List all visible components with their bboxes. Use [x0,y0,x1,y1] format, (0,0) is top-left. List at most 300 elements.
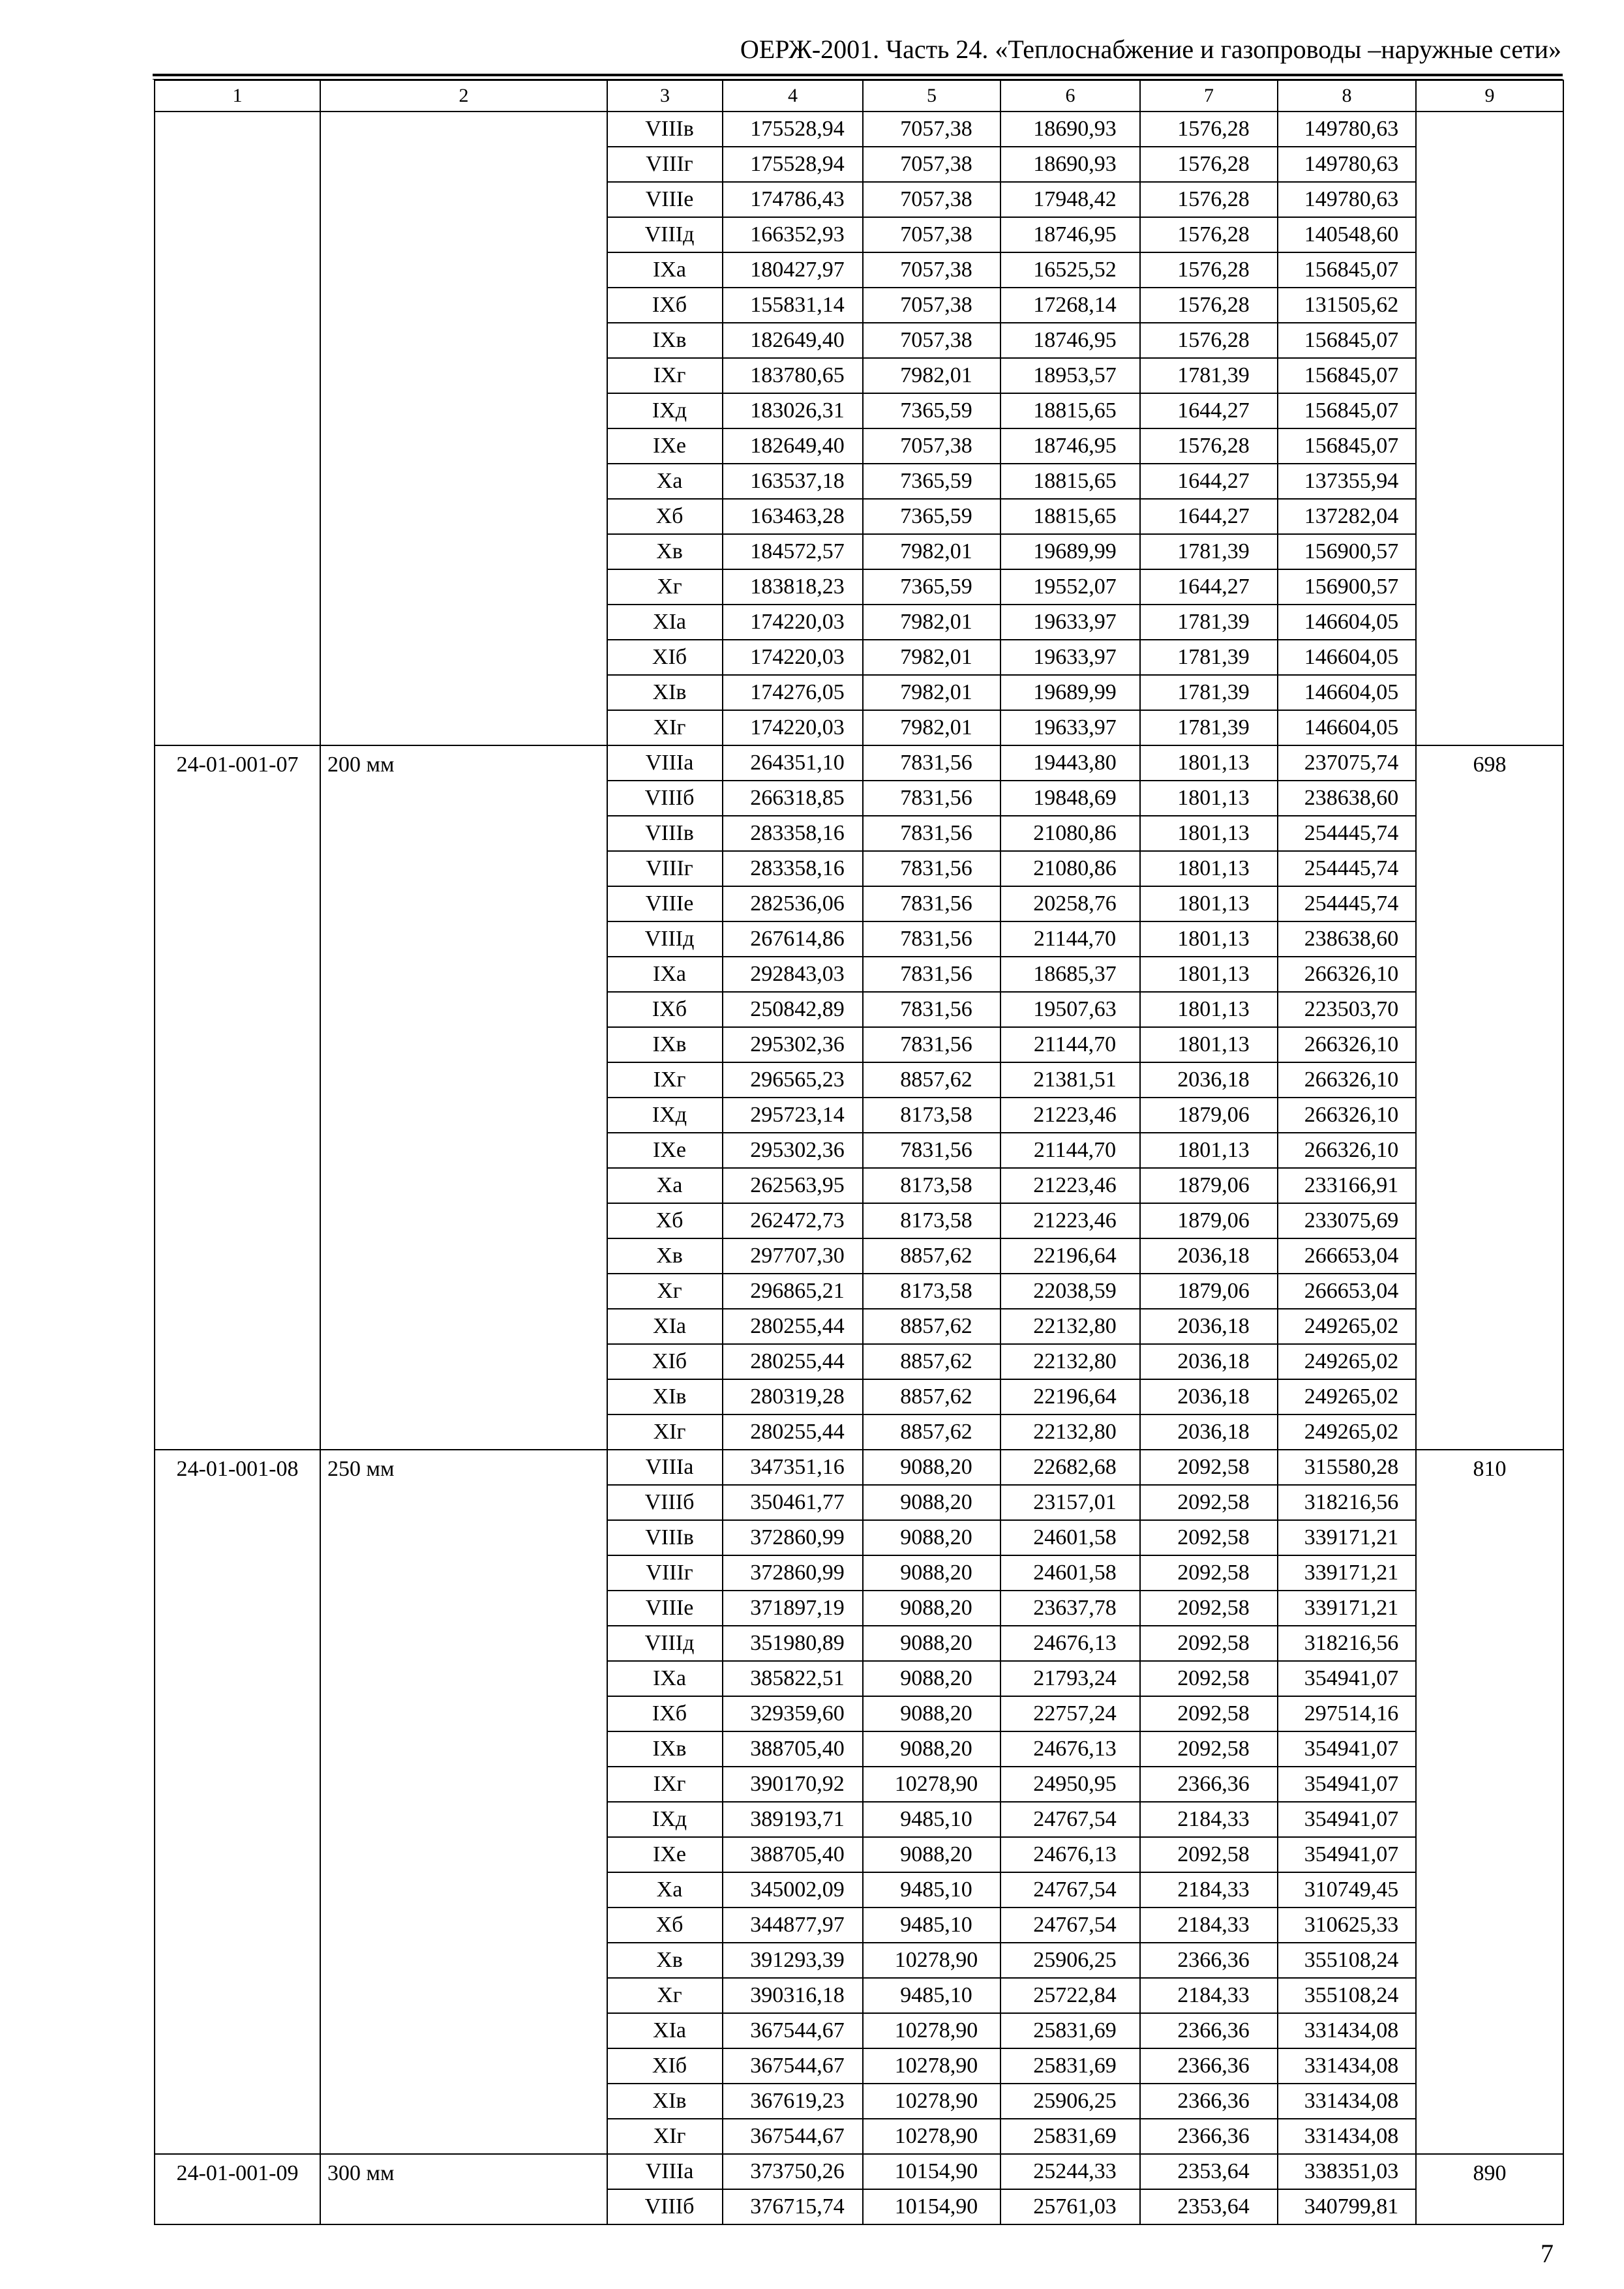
machinist-wages-cell: 1801,13 [1140,1027,1278,1062]
wages-cell: 10278,90 [863,2048,1000,2084]
column-number-row [155,80,1563,112]
rate-code-cell: 24-01-001-09 [155,2154,320,2224]
zone-cell: VIIIв [607,112,723,147]
materials-cell: 254445,74 [1278,886,1416,921]
materials-cell: 223503,70 [1278,992,1416,1027]
labor-rate-cell: 698 [1416,745,1563,1450]
machines-cell: 25761,03 [1000,2189,1140,2224]
wages-cell: 7365,59 [863,569,1000,605]
zone-cell: XIа [607,2013,723,2048]
pipe-size-cell: 300 мм [320,2154,607,2224]
wages-cell: 7057,38 [863,182,1000,217]
machines-cell: 17268,14 [1000,288,1140,323]
machinist-wages-cell: 2036,18 [1140,1309,1278,1344]
machines-cell: 18746,95 [1000,217,1140,252]
zone-cell: IXг [607,358,723,393]
machines-cell: 16525,52 [1000,252,1140,288]
machinist-wages-cell: 2184,33 [1140,1802,1278,1837]
machinist-wages-cell: 1801,13 [1140,745,1278,781]
wages-cell: 7982,01 [863,605,1000,640]
wages-cell: 9485,10 [863,1802,1000,1837]
total-cost-cell: 262472,73 [723,1203,863,1238]
total-cost-cell: 372860,99 [723,1555,863,1591]
machines-cell: 24950,95 [1000,1767,1140,1802]
wages-cell: 7365,59 [863,464,1000,499]
machines-cell: 21223,46 [1000,1098,1140,1133]
zone-cell: VIIIб [607,2189,723,2224]
machines-cell: 18690,93 [1000,112,1140,147]
machinist-wages-cell: 2366,36 [1140,1767,1278,1802]
total-cost-cell: 385822,51 [723,1661,863,1696]
machines-cell: 25244,33 [1000,2154,1140,2189]
materials-cell: 266326,10 [1278,1027,1416,1062]
zone-cell: VIIIг [607,147,723,182]
machines-cell: 25906,25 [1000,2084,1140,2119]
rate-code-cell [155,112,320,745]
wages-cell: 10278,90 [863,1943,1000,1978]
machinist-wages-cell: 2366,36 [1140,2119,1278,2154]
materials-cell: 266326,10 [1278,1133,1416,1168]
total-cost-cell: 266318,85 [723,781,863,816]
labor-rate-cell [1416,112,1563,745]
total-cost-cell: 390316,18 [723,1978,863,2013]
zone-cell: VIIIб [607,1485,723,1520]
wages-cell: 9485,10 [863,1872,1000,1908]
wages-cell: 8857,62 [863,1238,1000,1274]
wages-cell: 7831,56 [863,992,1000,1027]
materials-cell: 156845,07 [1278,393,1416,428]
machines-cell: 24676,13 [1000,1731,1140,1767]
machines-cell: 24601,58 [1000,1555,1140,1591]
machines-cell: 18953,57 [1000,358,1140,393]
wages-cell: 7365,59 [863,393,1000,428]
wages-cell: 7057,38 [863,217,1000,252]
zone-cell: IXб [607,1696,723,1731]
materials-cell: 238638,60 [1278,781,1416,816]
wages-cell: 7057,38 [863,252,1000,288]
column-number: 2 [320,80,607,112]
total-cost-cell: 264351,10 [723,745,863,781]
machinist-wages-cell: 1801,13 [1140,957,1278,992]
machinist-wages-cell: 2184,33 [1140,1908,1278,1943]
materials-cell: 249265,02 [1278,1309,1416,1344]
zone-cell: VIIIа [607,2154,723,2189]
machines-cell: 21144,70 [1000,1027,1140,1062]
page-number: 7 [1541,2239,1554,2268]
total-cost-cell: 174786,43 [723,182,863,217]
total-cost-cell: 367619,23 [723,2084,863,2119]
machines-cell: 22132,80 [1000,1309,1140,1344]
zone-cell: Xв [607,1943,723,1978]
materials-cell: 137282,04 [1278,499,1416,534]
total-cost-cell: 280255,44 [723,1414,863,1450]
wages-cell: 7982,01 [863,710,1000,745]
materials-cell: 338351,03 [1278,2154,1416,2189]
wages-cell: 9088,20 [863,1450,1000,1485]
materials-cell: 156900,57 [1278,534,1416,569]
total-cost-cell: 388705,40 [723,1731,863,1767]
machines-cell: 22682,68 [1000,1450,1140,1485]
machines-cell: 22196,64 [1000,1238,1140,1274]
wages-cell: 7057,38 [863,428,1000,464]
machinist-wages-cell: 1576,28 [1140,428,1278,464]
machinist-wages-cell: 1879,06 [1140,1098,1278,1133]
wages-cell: 9088,20 [863,1555,1000,1591]
zone-cell: IXд [607,1098,723,1133]
wages-cell: 7831,56 [863,1027,1000,1062]
materials-cell: 149780,63 [1278,112,1416,147]
materials-cell: 156845,07 [1278,252,1416,288]
materials-cell: 254445,74 [1278,816,1416,851]
machines-cell: 19689,99 [1000,534,1140,569]
machines-cell: 24676,13 [1000,1626,1140,1661]
wages-cell: 9088,20 [863,1696,1000,1731]
total-cost-cell: 389193,71 [723,1802,863,1837]
machinist-wages-cell: 2092,58 [1140,1661,1278,1696]
machines-cell: 24601,58 [1000,1520,1140,1555]
materials-cell: 266326,10 [1278,1062,1416,1098]
column-number: 1 [155,80,320,112]
total-cost-cell: 295302,36 [723,1133,863,1168]
machinist-wages-cell: 1879,06 [1140,1274,1278,1309]
column-number: 4 [723,80,863,112]
machinist-wages-cell: 2092,58 [1140,1837,1278,1872]
machinist-wages-cell: 2366,36 [1140,2048,1278,2084]
zone-cell: VIIIд [607,217,723,252]
wages-cell: 7982,01 [863,640,1000,675]
materials-cell: 318216,56 [1278,1485,1416,1520]
materials-cell: 254445,74 [1278,851,1416,886]
machines-cell: 25831,69 [1000,2013,1140,2048]
zone-cell: Xа [607,464,723,499]
wages-cell: 8857,62 [863,1062,1000,1098]
zone-cell: XIг [607,2119,723,2154]
total-cost-cell: 182649,40 [723,323,863,358]
machines-cell: 24767,54 [1000,1908,1140,1943]
wages-cell: 8857,62 [863,1344,1000,1379]
materials-cell: 355108,24 [1278,1943,1416,1978]
materials-cell: 354941,07 [1278,1802,1416,1837]
machinist-wages-cell: 2092,58 [1140,1731,1278,1767]
wages-cell: 7982,01 [863,358,1000,393]
machinist-wages-cell: 2092,58 [1140,1450,1278,1485]
materials-cell: 354941,07 [1278,1837,1416,1872]
machines-cell: 19443,80 [1000,745,1140,781]
total-cost-cell: 267614,86 [723,921,863,957]
materials-cell: 266326,10 [1278,957,1416,992]
machines-cell: 22038,59 [1000,1274,1140,1309]
machinist-wages-cell: 2092,58 [1140,1696,1278,1731]
zone-cell: IXг [607,1062,723,1098]
materials-cell: 339171,21 [1278,1520,1416,1555]
zone-cell: IXг [607,1767,723,1802]
machines-cell: 21793,24 [1000,1661,1140,1696]
machines-cell: 22132,80 [1000,1344,1140,1379]
wages-cell: 9088,20 [863,1626,1000,1661]
materials-cell: 233075,69 [1278,1203,1416,1238]
machines-cell: 18815,65 [1000,393,1140,428]
wages-cell: 7057,38 [863,112,1000,147]
total-cost-cell: 250842,89 [723,992,863,1027]
total-cost-cell: 174220,03 [723,640,863,675]
materials-cell: 156845,07 [1278,358,1416,393]
machinist-wages-cell: 2036,18 [1140,1062,1278,1098]
materials-cell: 146604,05 [1278,710,1416,745]
machines-cell: 24767,54 [1000,1872,1140,1908]
machinist-wages-cell: 2036,18 [1140,1238,1278,1274]
machinist-wages-cell: 1801,13 [1140,816,1278,851]
zone-cell: Xб [607,499,723,534]
wages-cell: 7831,56 [863,886,1000,921]
wages-cell: 7831,56 [863,816,1000,851]
column-number: 5 [863,80,1000,112]
total-cost-cell: 184572,57 [723,534,863,569]
machinist-wages-cell: 1644,27 [1140,464,1278,499]
wages-cell: 7057,38 [863,323,1000,358]
wages-cell: 7057,38 [863,147,1000,182]
machines-cell: 21223,46 [1000,1203,1140,1238]
materials-cell: 266326,10 [1278,1098,1416,1133]
machines-cell: 21381,51 [1000,1062,1140,1098]
total-cost-cell: 390170,92 [723,1767,863,1802]
machinist-wages-cell: 1644,27 [1140,569,1278,605]
materials-cell: 339171,21 [1278,1555,1416,1591]
machinist-wages-cell: 1576,28 [1140,182,1278,217]
zone-cell: IXв [607,1027,723,1062]
machines-cell: 19633,97 [1000,605,1140,640]
materials-cell: 331434,08 [1278,2119,1416,2154]
wages-cell: 7982,01 [863,534,1000,569]
zone-cell: IXа [607,252,723,288]
pipe-size-cell [320,112,607,745]
total-cost-cell: 282536,06 [723,886,863,921]
total-cost-cell: 163463,28 [723,499,863,534]
zone-cell: VIIIа [607,745,723,781]
total-cost-cell: 175528,94 [723,147,863,182]
total-cost-cell: 344877,97 [723,1908,863,1943]
machinist-wages-cell: 2036,18 [1140,1344,1278,1379]
materials-cell: 137355,94 [1278,464,1416,499]
machines-cell: 19633,97 [1000,710,1140,745]
wages-cell: 9088,20 [863,1731,1000,1767]
materials-cell: 140548,60 [1278,217,1416,252]
machinist-wages-cell: 1801,13 [1140,886,1278,921]
total-cost-cell: 350461,77 [723,1485,863,1520]
zone-cell: VIIIд [607,921,723,957]
machines-cell: 25831,69 [1000,2119,1140,2154]
wages-cell: 7831,56 [863,851,1000,886]
machines-cell: 18690,93 [1000,147,1140,182]
materials-cell: 354941,07 [1278,1661,1416,1696]
materials-cell: 131505,62 [1278,288,1416,323]
materials-cell: 266653,04 [1278,1238,1416,1274]
column-number: 7 [1140,80,1278,112]
materials-cell: 266653,04 [1278,1274,1416,1309]
wages-cell: 7057,38 [863,288,1000,323]
machinist-wages-cell: 1879,06 [1140,1168,1278,1203]
machines-cell: 25722,84 [1000,1978,1140,2013]
wages-cell: 8173,58 [863,1274,1000,1309]
wages-cell: 7831,56 [863,1133,1000,1168]
total-cost-cell: 296565,23 [723,1062,863,1098]
wages-cell: 10278,90 [863,2119,1000,2154]
materials-cell: 156845,07 [1278,323,1416,358]
zone-cell: VIIIв [607,816,723,851]
zone-cell: VIIIд [607,1626,723,1661]
total-cost-cell: 174220,03 [723,710,863,745]
wages-cell: 10154,90 [863,2154,1000,2189]
total-cost-cell: 175528,94 [723,112,863,147]
materials-cell: 340799,81 [1278,2189,1416,2224]
machinist-wages-cell: 2353,64 [1140,2154,1278,2189]
wages-cell: 9088,20 [863,1485,1000,1520]
materials-cell: 149780,63 [1278,182,1416,217]
zone-cell: IXе [607,428,723,464]
materials-cell: 237075,74 [1278,745,1416,781]
machines-cell: 21144,70 [1000,1133,1140,1168]
machines-cell: 21223,46 [1000,1168,1140,1203]
rate-code-cell: 24-01-001-07 [155,745,320,1450]
materials-cell: 355108,24 [1278,1978,1416,2013]
wages-cell: 7831,56 [863,957,1000,992]
wages-cell: 7982,01 [863,675,1000,710]
machines-cell: 19552,07 [1000,569,1140,605]
materials-cell: 339171,21 [1278,1591,1416,1626]
total-cost-cell: 367544,67 [723,2013,863,2048]
total-cost-cell: 174220,03 [723,605,863,640]
machinist-wages-cell: 1879,06 [1140,1203,1278,1238]
wages-cell: 7831,56 [863,921,1000,957]
total-cost-cell: 180427,97 [723,252,863,288]
table-row [155,1450,1563,1485]
materials-cell: 156900,57 [1278,569,1416,605]
machines-cell: 25906,25 [1000,1943,1140,1978]
machinist-wages-cell: 1576,28 [1140,323,1278,358]
machines-cell: 18815,65 [1000,499,1140,534]
total-cost-cell: 182649,40 [723,428,863,464]
machines-cell: 22196,64 [1000,1379,1140,1414]
zone-cell: VIIIе [607,182,723,217]
total-cost-cell: 155831,14 [723,288,863,323]
materials-cell: 149780,63 [1278,147,1416,182]
zone-cell: VIIIг [607,1555,723,1591]
zone-cell: IXа [607,1661,723,1696]
materials-cell: 310625,33 [1278,1908,1416,1943]
total-cost-cell: 183780,65 [723,358,863,393]
wages-cell: 8173,58 [863,1168,1000,1203]
machinist-wages-cell: 2092,58 [1140,1555,1278,1591]
machinist-wages-cell: 1801,13 [1140,992,1278,1027]
zone-cell: VIIIе [607,1591,723,1626]
table-row [155,112,1563,147]
zone-cell: XIг [607,1414,723,1450]
zone-cell: XIв [607,675,723,710]
machines-cell: 22757,24 [1000,1696,1140,1731]
zone-cell: IXе [607,1133,723,1168]
zone-cell: IXв [607,1731,723,1767]
total-cost-cell: 297707,30 [723,1238,863,1274]
machines-cell: 18815,65 [1000,464,1140,499]
total-cost-cell: 295302,36 [723,1027,863,1062]
wages-cell: 8857,62 [863,1309,1000,1344]
machinist-wages-cell: 1781,39 [1140,710,1278,745]
zone-cell: XIв [607,2084,723,2119]
materials-cell: 354941,07 [1278,1731,1416,1767]
total-cost-cell: 163537,18 [723,464,863,499]
materials-cell: 249265,02 [1278,1344,1416,1379]
total-cost-cell: 367544,67 [723,2048,863,2084]
total-cost-cell: 371897,19 [723,1591,863,1626]
total-cost-cell: 280255,44 [723,1309,863,1344]
total-cost-cell: 388705,40 [723,1837,863,1872]
wages-cell: 9485,10 [863,1978,1000,2013]
machines-cell: 18746,95 [1000,428,1140,464]
total-cost-cell: 347351,16 [723,1450,863,1485]
machinist-wages-cell: 1576,28 [1140,112,1278,147]
wages-cell: 9088,20 [863,1591,1000,1626]
materials-cell: 238638,60 [1278,921,1416,957]
wages-cell: 7365,59 [863,499,1000,534]
zone-cell: VIIIб [607,781,723,816]
total-cost-cell: 166352,93 [723,217,863,252]
machinist-wages-cell: 2366,36 [1140,1943,1278,1978]
machines-cell: 23157,01 [1000,1485,1140,1520]
wages-cell: 8857,62 [863,1379,1000,1414]
wages-cell: 7831,56 [863,781,1000,816]
pipe-size-cell: 250 мм [320,1450,607,2154]
total-cost-cell: 391293,39 [723,1943,863,1978]
page-header-title: ОЕРЖ-2001. Часть 24. «Теплоснабжение и газопроводы –наружные сети» [740,35,1561,64]
machinist-wages-cell: 1644,27 [1140,499,1278,534]
materials-cell: 331434,08 [1278,2013,1416,2048]
machines-cell: 25831,69 [1000,2048,1140,2084]
machinist-wages-cell: 1576,28 [1140,252,1278,288]
zone-cell: VIIIг [607,851,723,886]
wages-cell: 9088,20 [863,1837,1000,1872]
wages-cell: 9088,20 [863,1661,1000,1696]
total-cost-cell: 345002,09 [723,1872,863,1908]
machines-cell: 19633,97 [1000,640,1140,675]
machinist-wages-cell: 1576,28 [1140,288,1278,323]
materials-cell: 233166,91 [1278,1168,1416,1203]
total-cost-cell: 283358,16 [723,851,863,886]
zone-cell: XIб [607,640,723,675]
table-row [155,745,1563,781]
machines-cell: 19848,69 [1000,781,1140,816]
total-cost-cell: 372860,99 [723,1520,863,1555]
machines-cell: 24676,13 [1000,1837,1140,1872]
total-cost-cell: 351980,89 [723,1626,863,1661]
machinist-wages-cell: 2184,33 [1140,1978,1278,2013]
zone-cell: VIIIа [607,1450,723,1485]
zone-cell: IXе [607,1837,723,1872]
zone-cell: XIа [607,1309,723,1344]
header-rule [153,74,1563,76]
wages-cell: 9485,10 [863,1908,1000,1943]
zone-cell: Xв [607,1238,723,1274]
zone-cell: Xг [607,1274,723,1309]
machinist-wages-cell: 2353,64 [1140,2189,1278,2224]
total-cost-cell: 367544,67 [723,2119,863,2154]
pipe-size-cell: 200 мм [320,745,607,1450]
zone-cell: Xб [607,1203,723,1238]
machinist-wages-cell: 1801,13 [1140,921,1278,957]
zone-cell: Xг [607,1978,723,2013]
machines-cell: 22132,80 [1000,1414,1140,1450]
machinist-wages-cell: 2092,58 [1140,1591,1278,1626]
materials-cell: 318216,56 [1278,1626,1416,1661]
machines-cell: 23637,78 [1000,1591,1140,1626]
